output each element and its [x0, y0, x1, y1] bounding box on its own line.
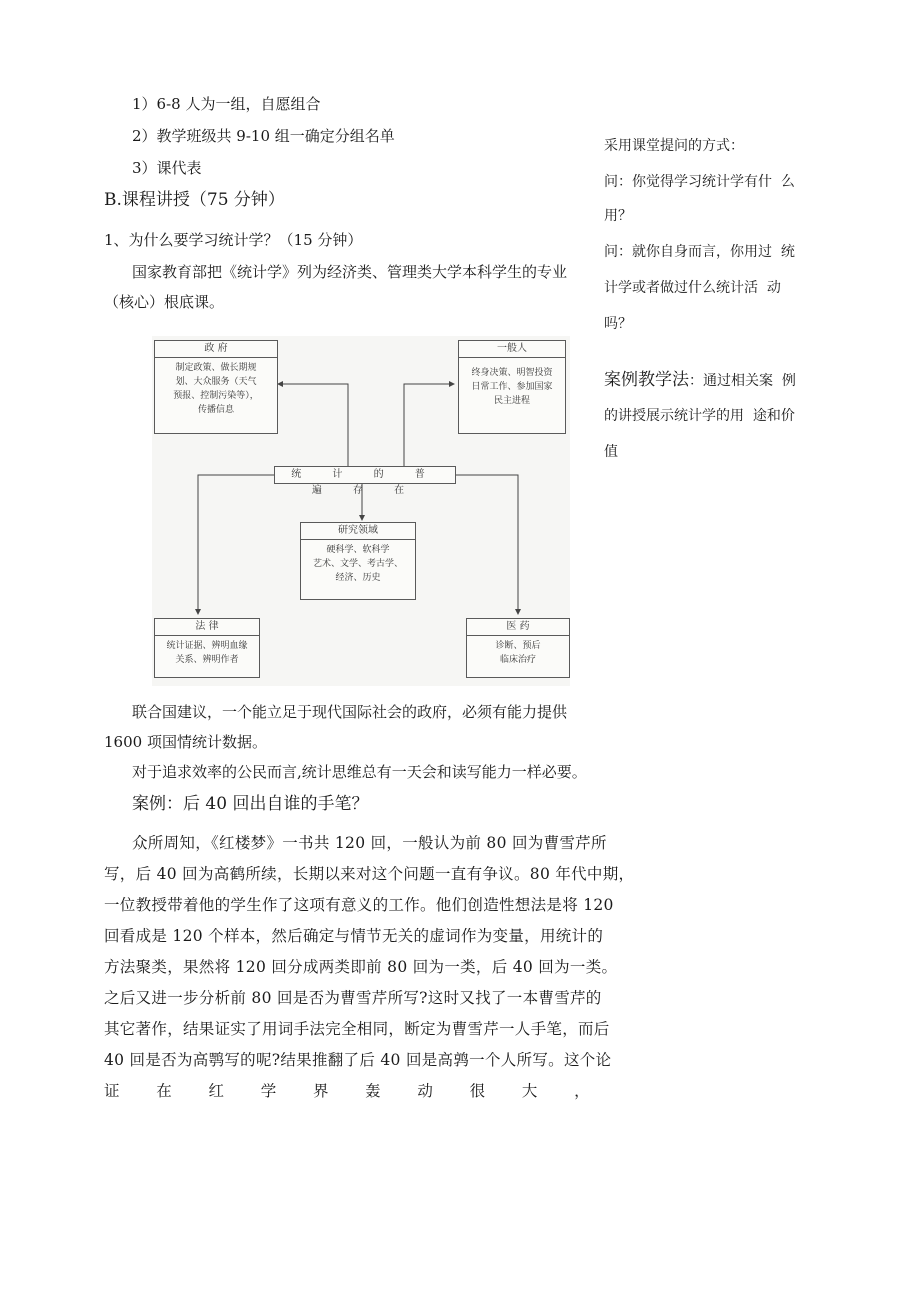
government-box	[154, 340, 278, 434]
case-char: 大	[521, 1082, 538, 1100]
general-public-line: 民主进程	[493, 396, 530, 406]
sidebar-question-1-line-2: 用？	[604, 208, 632, 224]
case-char: 动	[417, 1082, 434, 1100]
case-line: 之后又进一步分析前 80 回是否为曹雪芹所写?这时又找了一本曹雪芹的	[104, 989, 602, 1007]
case-char: 红	[208, 1082, 225, 1100]
medicine-line: 临床治疗	[499, 655, 536, 665]
sidebar-case-method-line-3: 值	[604, 444, 618, 460]
government-line: 预报、控制污染等），	[173, 391, 259, 401]
government-title: 政 府	[155, 341, 277, 358]
list-item-2: 2）教学班级共 9-10 组一确定分组名单	[132, 127, 395, 145]
sidebar-question-2-line-3: 吗？	[604, 316, 632, 332]
case-char: 学	[260, 1082, 277, 1100]
case-line: 写，后 40 回为高鹤所续，长期以来对这个问题一直有争议。80 年代中期，	[104, 865, 635, 883]
case-char: 界	[312, 1082, 329, 1100]
sidebar-question-2-line-1: 问：就你自身而言，你用过 统	[604, 244, 795, 260]
case-char: 证	[104, 1082, 120, 1100]
research-line: 硬科学、软科学	[326, 545, 390, 555]
case-line: 回看成是 120 个样本，然后确定与情节无关的虚词作为变量，用统计的	[104, 927, 604, 945]
list-item-1: 1）6-8 人为一组，自愿组合	[132, 95, 321, 113]
case-title: 案例：后 40 回出自谁的手笔？	[132, 794, 369, 814]
list-item-3: 3）课代表	[132, 159, 202, 177]
citizen-line: 对于追求效率的公民而言,统计思维总有一天会和读写能力一样必要。	[132, 763, 587, 781]
sidebar-method: 采用课堂提问的方式：	[604, 138, 744, 154]
sidebar-case-method-line-1	[604, 370, 796, 391]
government-line: 划、大众服务（天气	[175, 377, 257, 387]
un-line-1: 联合国建议，一个能立足于现代国际社会的政府，必须有能力提供	[132, 703, 568, 721]
sidebar-case-method-text: ：通过相关案 例	[689, 373, 796, 389]
sub-heading-1: 1、为什么要学习统计学？（15 分钟）	[104, 231, 363, 249]
research-line: 艺术、文学、考古学、	[312, 559, 403, 569]
general-public-line: 日常工作、参加国家	[471, 382, 553, 392]
general-public-box	[458, 340, 566, 434]
case-char: 在	[156, 1082, 173, 1100]
medicine-line: 诊断、预后	[495, 641, 541, 651]
medicine-box	[466, 618, 570, 678]
case-line: 40 回是否为高鹗写的呢?结果推翻了后 40 回是高鹑一个人所写。这个论	[104, 1051, 612, 1069]
research-box	[300, 522, 416, 600]
statistics-diagram	[152, 336, 570, 686]
sidebar-question-2-line-2: 计学或者做过什么统计活 动	[604, 280, 781, 296]
case-char: ，	[574, 1082, 590, 1100]
case-paragraph	[104, 828, 635, 1107]
research-title: 研究领域	[301, 523, 415, 540]
general-public-line: 终身决策、明智投资	[471, 368, 553, 378]
case-char: 轰	[365, 1082, 381, 1100]
sidebar-question-1-line-1: 问：你觉得学习统计学有什 么	[604, 174, 795, 190]
law-line: 统计证据、辨明血缘	[166, 641, 248, 651]
law-title: 法 律	[155, 619, 259, 636]
intro-line-2: （核心）根底课。	[104, 293, 225, 311]
case-line-justified	[104, 1076, 590, 1107]
research-line: 经济、历史	[335, 573, 381, 583]
case-line: 方法聚类，果然将 120 回分成两类即前 80 回为一类，后 40 回为一类。	[104, 958, 618, 976]
government-line: 制定政策、做长期规	[175, 363, 257, 373]
case-line: 众所周知，《红楼梦》一书共 120 回，一般认为前 80 回为曹雪芹所	[132, 834, 607, 852]
case-char: 很	[469, 1082, 486, 1100]
general-public-title: 一般人	[459, 341, 565, 358]
sidebar-case-method-label: 案例教学法	[604, 370, 689, 390]
case-line: 其它著作，结果证实了用词手法完全相同，断定为曹雪芹一人手笔，而后	[104, 1020, 610, 1038]
center-ubiquity-label: 统 计 的 普 遍 存 在	[274, 466, 456, 484]
intro-line-1: 国家教育部把《统计学》列为经济类、管理类大学本科学生的专业	[132, 263, 568, 281]
sidebar-case-method-line-2: 的讲授展示统计学的用 途和价	[604, 408, 795, 424]
medicine-title: 医 药	[467, 619, 569, 636]
government-line: 传播信息	[197, 405, 234, 415]
un-line-2: 1600 项国情统计数据。	[104, 733, 267, 751]
law-line: 关系、辨明作者	[175, 655, 239, 665]
section-heading-b: B.课程讲授（75 分钟）	[104, 190, 285, 210]
case-line: 一位教授带着他的学生作了这项有意义的工作。他们创造性想法是将 120	[104, 896, 614, 914]
law-box	[154, 618, 260, 678]
